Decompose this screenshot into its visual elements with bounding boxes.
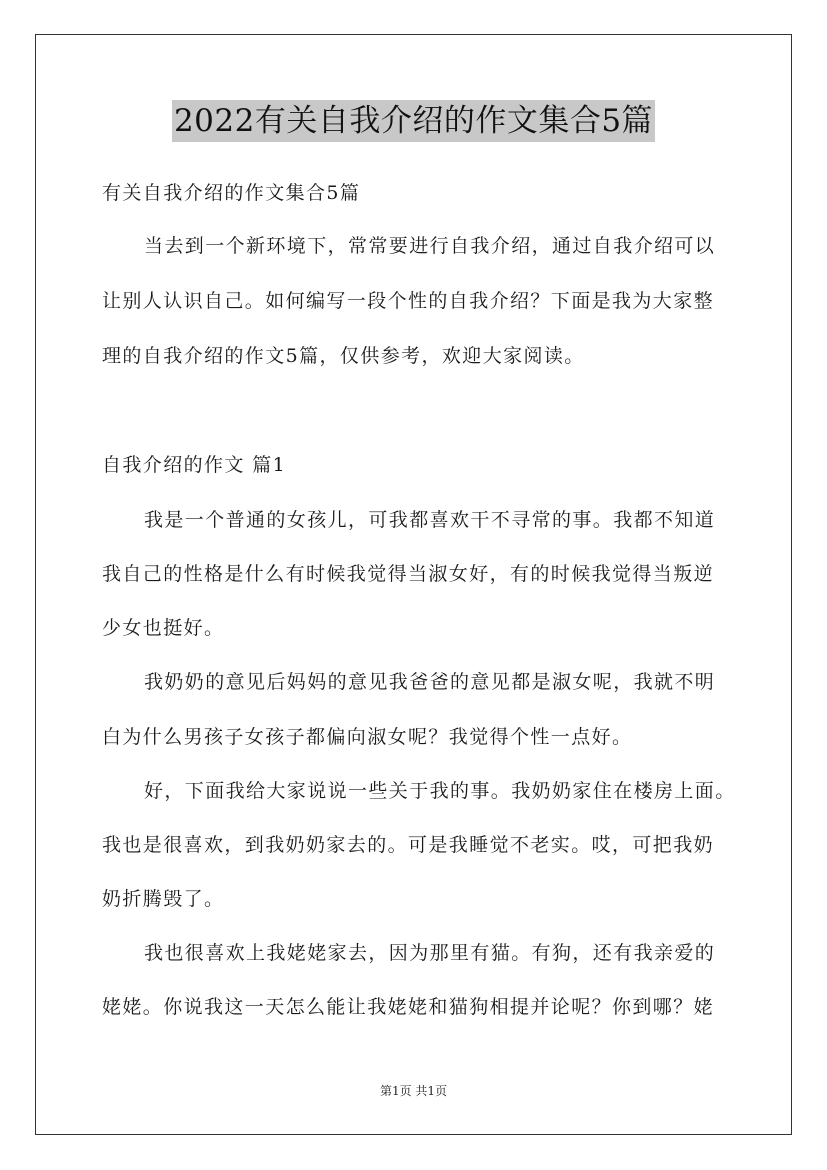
paragraph-line: 我也很喜欢上我姥姥家去，因为那里有猫。有狗，还有我亲爱的: [144, 942, 716, 964]
paragraph-line: 我自己的性格是什么有时候我觉得当淑女好，有的时候我觉得当叛逆: [102, 563, 715, 585]
paragraph-line: 白为什么男孩子女孩子都偏向淑女呢？我觉得个性一点好。: [102, 726, 633, 748]
paragraph-line: 当去到一个新环境下，常常要进行自我介绍，通过自我介绍可以: [144, 235, 716, 257]
paragraph-line: 我奶奶的意见后妈妈的意见我爸爸的意见都是淑女呢，我就不明: [144, 671, 716, 693]
paragraph-line: 奶折腾毁了。: [102, 888, 225, 910]
document-subtitle: 有关自我介绍的作文集合5篇: [102, 182, 361, 204]
paragraph-line: 我是一个普通的女孩儿，可我都喜欢干不寻常的事。我都不知道: [144, 509, 716, 531]
document-title: 2022有关自我介绍的作文集合5篇: [172, 100, 655, 142]
paragraph-line: 理的自我介绍的作文5篇，仅供参考，欢迎大家阅读。: [102, 345, 585, 367]
title-container: [0, 100, 827, 142]
paragraph-line: 让别人认识自己。如何编写一段个性的自我介绍？下面是我为大家整: [102, 290, 715, 312]
paragraph-line: 少女也挺好。: [102, 617, 225, 639]
page-number: 第1页 共1页: [379, 1084, 448, 1098]
paragraph-line: 我也是很喜欢，到我奶奶家去的。可是我睡觉不老实。哎，可把我奶: [102, 834, 715, 856]
paragraph-line: 姥姥。你说我这一天怎么能让我姥姥和猫狗相提并论呢？你到哪？姥: [102, 996, 715, 1018]
paragraph-line: 好，下面我给大家说说一些关于我的事。我奶奶家住在楼房上面。: [144, 780, 736, 802]
section-heading: 自我介绍的作文 篇1: [102, 454, 287, 476]
